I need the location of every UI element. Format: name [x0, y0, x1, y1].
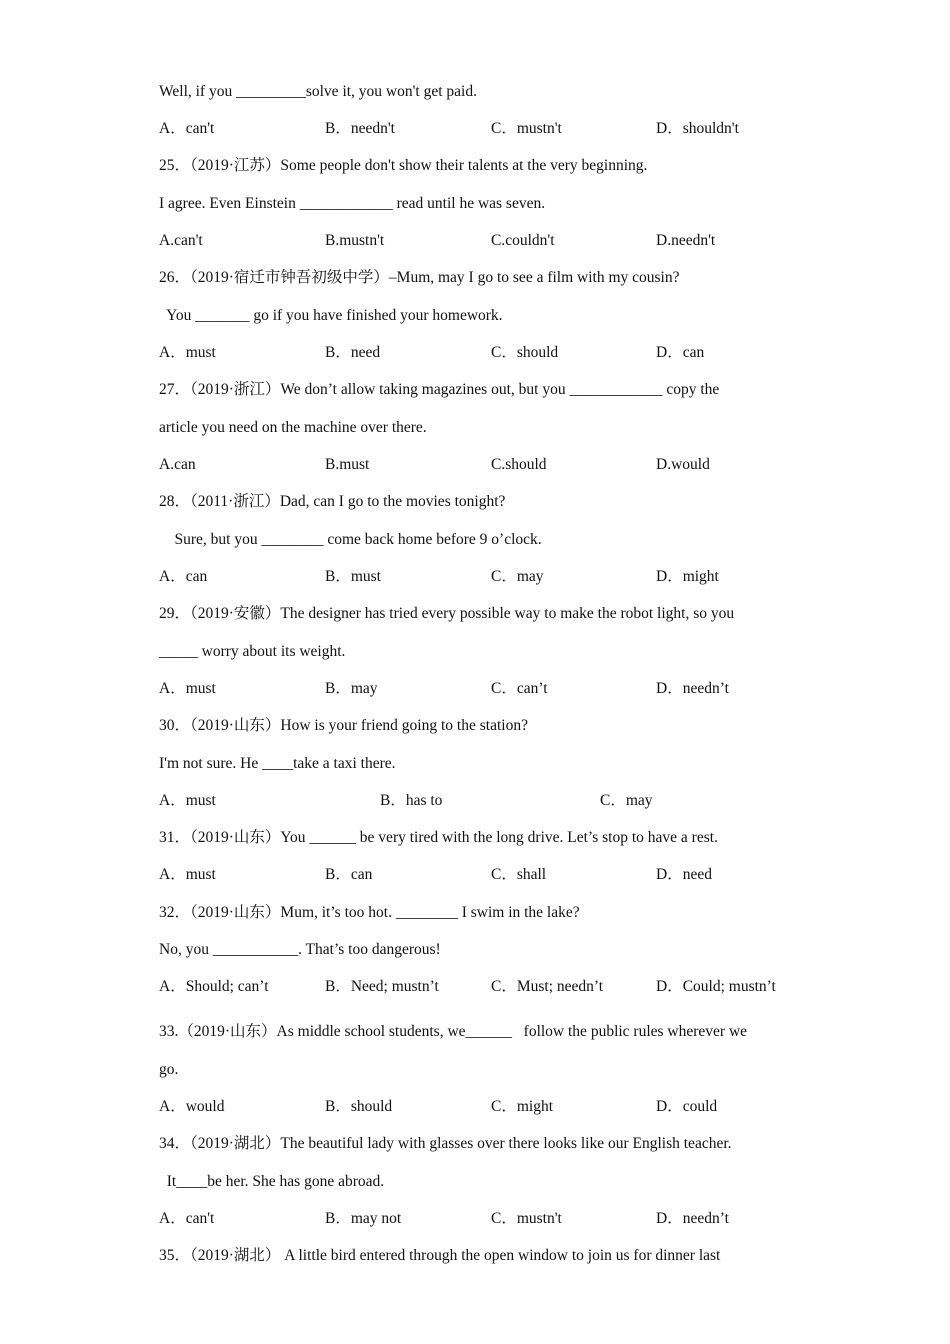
option-a: A．Should; can’t [159, 978, 269, 995]
question-28: 28．（2011·浙江）Dad, can I go to the movies tonight? [159, 493, 506, 510]
option-d: D．might [656, 568, 719, 585]
option-a: A．must [159, 792, 216, 809]
question-line: Well, if you _________solve it, you won't get paid. [159, 83, 477, 100]
question-33: 33.（2019·山东）As middle school students, we______ follow the public rules wherever we [159, 1023, 748, 1040]
question-27-line-2: article you need on the machine over there. [159, 419, 427, 436]
question-28-line-2: Sure, but you ________ come back home before 9 o’clock. [159, 531, 542, 548]
option-d: D．needn’t [656, 680, 729, 697]
option-b: B．need [325, 344, 381, 361]
question-30: 30．（2019·山东）How is your friend going to the station? [159, 717, 528, 734]
option-c: C．may [491, 568, 544, 585]
option-c: C．mustn't [491, 1210, 562, 1227]
question-32: 32．（2019·山东）Mum, it’s too hot. ________ I swim in the lake? [159, 904, 580, 921]
option-c: C．shall [491, 866, 547, 883]
option-c: C．mustn't [491, 120, 562, 137]
question-35: 35．（2019·湖北） A little bird entered through the open window to join us for dinner last [159, 1247, 721, 1264]
question-29-line-2: _____ worry about its weight. [159, 643, 346, 660]
option-a: A．can't [159, 1210, 215, 1227]
question-34: 34．（2019·湖北）The beautiful lady with glasses over there looks like our English teacher. [159, 1135, 732, 1152]
question-25: 25．（2019·江苏）Some people don't show their talents at the very beginning. [159, 157, 648, 174]
option-b: B．can [325, 866, 373, 883]
option-b: B．needn't [325, 120, 395, 137]
option-b: B．Need; mustn’t [325, 978, 439, 995]
question-30-line-2: I'm not sure. He ____take a taxi there. [159, 755, 396, 772]
option-c: C．may [600, 792, 653, 809]
option-b: B．has to [380, 792, 443, 809]
question-26-line-2: You _______ go if you have finished your homework. [159, 307, 503, 324]
option-c: C．might [491, 1098, 554, 1115]
option-b: B.mustn't [325, 232, 385, 249]
option-d: D．Could; mustn’t [656, 978, 776, 995]
question-34-line-2: It____be her. She has gone abroad. [159, 1173, 385, 1190]
question-29: 29．（2019·安徽）The designer has tried every possible way to make the robot light, so you [159, 605, 735, 622]
option-a: A.can [159, 456, 196, 473]
option-a: A．can [159, 568, 208, 585]
option-a: A．must [159, 680, 216, 697]
option-d: D.would [656, 456, 710, 473]
option-b: B．may [325, 680, 378, 697]
option-c: C.couldn't [491, 232, 555, 249]
option-b: B．must [325, 568, 381, 585]
option-d: D．could [656, 1098, 718, 1115]
question-32-line-2: No, you ___________. That’s too dangerous! [159, 941, 441, 958]
question-31: 31．（2019·山东）You ______ be very tired with the long drive. Let’s stop to have a rest. [159, 829, 718, 846]
option-d: D．shouldn't [656, 120, 739, 137]
option-d: D.needn't [656, 232, 716, 249]
question-33-line-2: go. [159, 1061, 179, 1078]
option-c: C．should [491, 344, 559, 361]
option-d: D．can [656, 344, 705, 361]
option-c: C．Must; needn’t [491, 978, 604, 995]
option-b: B．may not [325, 1210, 402, 1227]
option-a: A．would [159, 1098, 225, 1115]
option-b: B.must [325, 456, 370, 473]
question-26: 26．（2019·宿迁市钟吾初级中学）–Mum, may I go to see a film with my cousin? [159, 269, 680, 286]
option-b: B．should [325, 1098, 393, 1115]
option-c: C．can’t [491, 680, 548, 697]
option-d: D．needn’t [656, 1210, 729, 1227]
option-d: D．need [656, 866, 712, 883]
option-a: A.can't [159, 232, 203, 249]
question-25-line-2: I agree. Even Einstein ____________ read until he was seven. [159, 195, 546, 212]
question-27: 27．（2019·浙江）We don’t allow taking magazines out, but you ____________ copy the [159, 381, 720, 398]
option-a: A．can't [159, 120, 215, 137]
option-a: A．must [159, 866, 216, 883]
option-a: A．must [159, 344, 216, 361]
option-c: C.should [491, 456, 547, 473]
